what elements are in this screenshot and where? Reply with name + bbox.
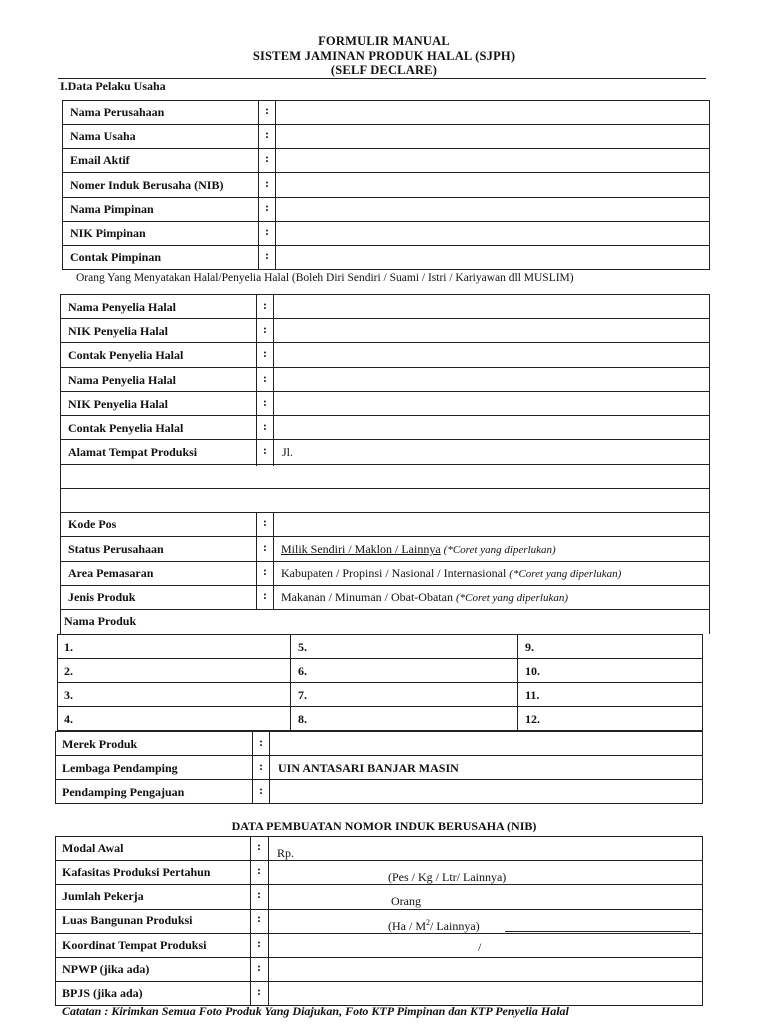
label-email-aktif: Email Aktif [70, 153, 130, 167]
input-pendamping[interactable] [271, 780, 702, 803]
section2-title: DATA PEMBUATAN NOMOR INDUK BERUSAHA (NIB) [231, 819, 537, 833]
luas-unit-post: / Lainnya) [430, 919, 480, 933]
colon: : [263, 564, 267, 578]
label-nama-penyelia-2: Nama Penyelia Halal [68, 373, 176, 387]
luas-unit [388, 918, 480, 934]
row-divider [55, 860, 703, 861]
colon: : [265, 176, 269, 190]
colon: : [265, 151, 269, 165]
row-divider [55, 909, 703, 910]
modal-value[interactable]: Rp. [277, 846, 295, 860]
input-produk-5[interactable] [314, 635, 515, 657]
footer-catatan: Catatan : Kirimkan Semua Foto Produk Yang Diajukan, Foto KTP Pimpinan dan KTP Penyelia Halal [62, 1004, 569, 1018]
colon: : [263, 346, 267, 360]
input-nama-penyelia-2[interactable] [275, 368, 709, 390]
input-kode-pos[interactable] [275, 513, 709, 535]
input-produk-12[interactable] [548, 707, 702, 730]
colon: : [263, 298, 267, 312]
label-nama-perusahaan: Nama Perusahaan [70, 105, 165, 119]
colon: : [257, 839, 261, 853]
col-divider [252, 731, 253, 804]
colon: : [257, 936, 261, 950]
label-kapasitas: Kafasitas Produksi Pertahun [62, 865, 211, 879]
produk-number: 6. [298, 664, 307, 678]
colon: : [265, 200, 269, 214]
section1-title: I.Data Pelaku Usaha [60, 79, 166, 93]
area-value[interactable]: Kabupaten / Propinsi / Nasional / Internasional [281, 566, 507, 580]
produk-number: 4. [64, 712, 73, 726]
jenis-note: (*Coret yang diperlukan) [455, 592, 568, 604]
label-merek: Merek Produk [62, 737, 138, 751]
colon: : [257, 863, 261, 877]
input-contak-penyelia-2[interactable] [275, 416, 709, 438]
colon: : [257, 887, 261, 901]
label-nik-penyelia: NIK Penyelia Halal [68, 324, 168, 338]
status-note: (*Coret yang diperlukan) [443, 544, 556, 556]
colon: : [265, 103, 269, 117]
colon: : [263, 515, 267, 529]
kapasitas-blank[interactable] [538, 884, 688, 885]
colon: : [257, 911, 261, 925]
luas-blank[interactable] [505, 931, 690, 932]
luas-unit-sup: 2 [426, 918, 430, 927]
label-nik-pimpinan: NIK Pimpinan [70, 226, 146, 240]
input-produk-6[interactable] [314, 659, 515, 681]
colon: : [263, 322, 267, 336]
label-status: Status Perusahaan [68, 542, 164, 556]
form-title-line3: (SELF DECLARE) [330, 63, 438, 77]
row-divider [60, 585, 710, 586]
col-divider [709, 610, 710, 634]
row-divider [55, 933, 703, 934]
produk-number: 8. [298, 712, 307, 726]
label-contak-pimpinan: Contak Pimpinan [70, 250, 162, 264]
label-nama-usaha: Nama Usaha [70, 129, 136, 143]
label-area: Area Pemasaran [68, 566, 154, 580]
input-contak-pimpinan[interactable] [277, 246, 709, 269]
produk-number: 7. [298, 688, 307, 702]
produk-number: 1. [64, 640, 73, 654]
label-kode-pos: Kode Pos [68, 517, 117, 531]
label-bpjs: BPJS (jika ada) [62, 986, 143, 1000]
label-jenis: Jenis Produk [68, 590, 136, 604]
input-produk-4[interactable] [80, 707, 288, 730]
pekerja-unit: Orang [391, 894, 421, 908]
input-alamat-lanjutan[interactable] [61, 465, 709, 511]
colon: : [263, 419, 267, 433]
label-lembaga: Lembaga Pendamping [62, 761, 178, 775]
col-divider [256, 294, 257, 466]
colon: : [265, 224, 269, 238]
area-options[interactable] [281, 566, 621, 581]
form-title-line2: SISTEM JAMINAN PRODUK HALAL (SJPH) [252, 49, 516, 63]
produk-number: 11. [525, 688, 540, 702]
input-nib[interactable] [277, 173, 709, 196]
input-produk-2[interactable] [80, 659, 288, 681]
alamat-value[interactable]: Jl. [282, 445, 294, 459]
produk-number: 5. [298, 640, 307, 654]
input-npwp[interactable] [270, 958, 702, 980]
input-produk-1[interactable] [80, 635, 288, 657]
jenis-options[interactable] [281, 590, 568, 605]
col-divider [273, 294, 274, 466]
label-nib: Nomer Induk Berusaha (NIB) [70, 178, 224, 192]
colon: : [259, 735, 263, 749]
input-produk-10[interactable] [548, 659, 702, 681]
col-divider [269, 731, 270, 804]
penyelia-note: Orang Yang Menyatakan Halal/Penyelia Halal (Boleh Diri Sendiri / Suami / Istri / Kariyawan dll MUSLIM) [76, 272, 574, 284]
label-luas: Luas Bangunan Produksi [62, 913, 193, 927]
colon: : [259, 783, 263, 797]
label-koordinat: Koordinat Tempat Produksi [62, 938, 207, 952]
input-produk-7[interactable] [314, 683, 515, 705]
input-nama-usaha[interactable] [277, 125, 709, 147]
label-contak-penyelia-2: Contak Penyelia Halal [68, 421, 184, 435]
input-merek[interactable] [271, 732, 702, 754]
produk-number: 12. [525, 712, 540, 726]
input-produk-3[interactable] [80, 683, 288, 705]
input-nama-pimpinan[interactable] [277, 198, 709, 220]
input-bpjs[interactable] [270, 982, 702, 1005]
produk-number: 2. [64, 664, 73, 678]
label-nik-penyelia-2: NIK Penyelia Halal [68, 397, 168, 411]
colon: : [265, 127, 269, 141]
colon: : [257, 984, 261, 998]
row-divider [60, 561, 710, 562]
colon: : [259, 759, 263, 773]
lembaga-value[interactable]: UIN ANTASARI BANJAR MASIN [278, 761, 459, 775]
kapasitas-unit: (Pes / Kg / Ltr/ Lainnya) [388, 870, 507, 884]
label-nama-pimpinan: Nama Pimpinan [70, 202, 154, 216]
label-pendamping: Pendamping Pengajuan [62, 785, 185, 799]
koordinat-sep: / [478, 940, 482, 954]
label-nama-penyelia: Nama Penyelia Halal [68, 300, 176, 314]
input-nama-perusahaan[interactable] [277, 101, 709, 123]
colon: : [263, 395, 267, 409]
colon: : [263, 371, 267, 385]
input-nik-pimpinan[interactable] [277, 222, 709, 244]
input-produk-9[interactable] [548, 635, 702, 657]
col-divider [60, 610, 61, 634]
input-nik-penyelia-2[interactable] [275, 392, 709, 414]
input-email-aktif[interactable] [277, 149, 709, 171]
jenis-value[interactable]: Makanan / Minuman / Obat-Obatan [281, 590, 453, 604]
luas-unit-pre: (Ha / M [388, 919, 426, 933]
label-npwp: NPWP (jika ada) [62, 962, 150, 976]
colon: : [263, 443, 267, 457]
input-produk-8[interactable] [314, 707, 515, 730]
colon: : [257, 960, 261, 974]
input-produk-11[interactable] [548, 683, 702, 705]
input-nama-penyelia[interactable] [275, 295, 709, 317]
produk-number: 3. [64, 688, 73, 702]
row-divider [60, 536, 710, 537]
colon: : [263, 540, 267, 554]
row-divider [60, 439, 710, 440]
label-modal: Modal Awal [62, 841, 124, 855]
status-value[interactable]: Milik Sendiri / Maklon / Lainnya [281, 542, 441, 556]
input-nik-penyelia[interactable] [275, 319, 709, 341]
colon: : [265, 248, 269, 262]
label-pekerja: Jumlah Pekerja [62, 889, 144, 903]
form-title-line1: FORMULIR MANUAL [318, 34, 450, 48]
area-note: (*Coret yang diperlukan) [509, 568, 622, 580]
label-alamat: Alamat Tempat Produksi [68, 445, 198, 459]
label-nama-produk: Nama Produk [64, 614, 137, 628]
status-options[interactable] [281, 542, 556, 557]
label-contak-penyelia: Contak Penyelia Halal [68, 348, 184, 362]
produk-number: 10. [525, 664, 540, 678]
colon: : [263, 588, 267, 602]
input-contak-penyelia[interactable] [275, 343, 709, 366]
row-divider [55, 755, 703, 756]
produk-number: 9. [525, 640, 534, 654]
